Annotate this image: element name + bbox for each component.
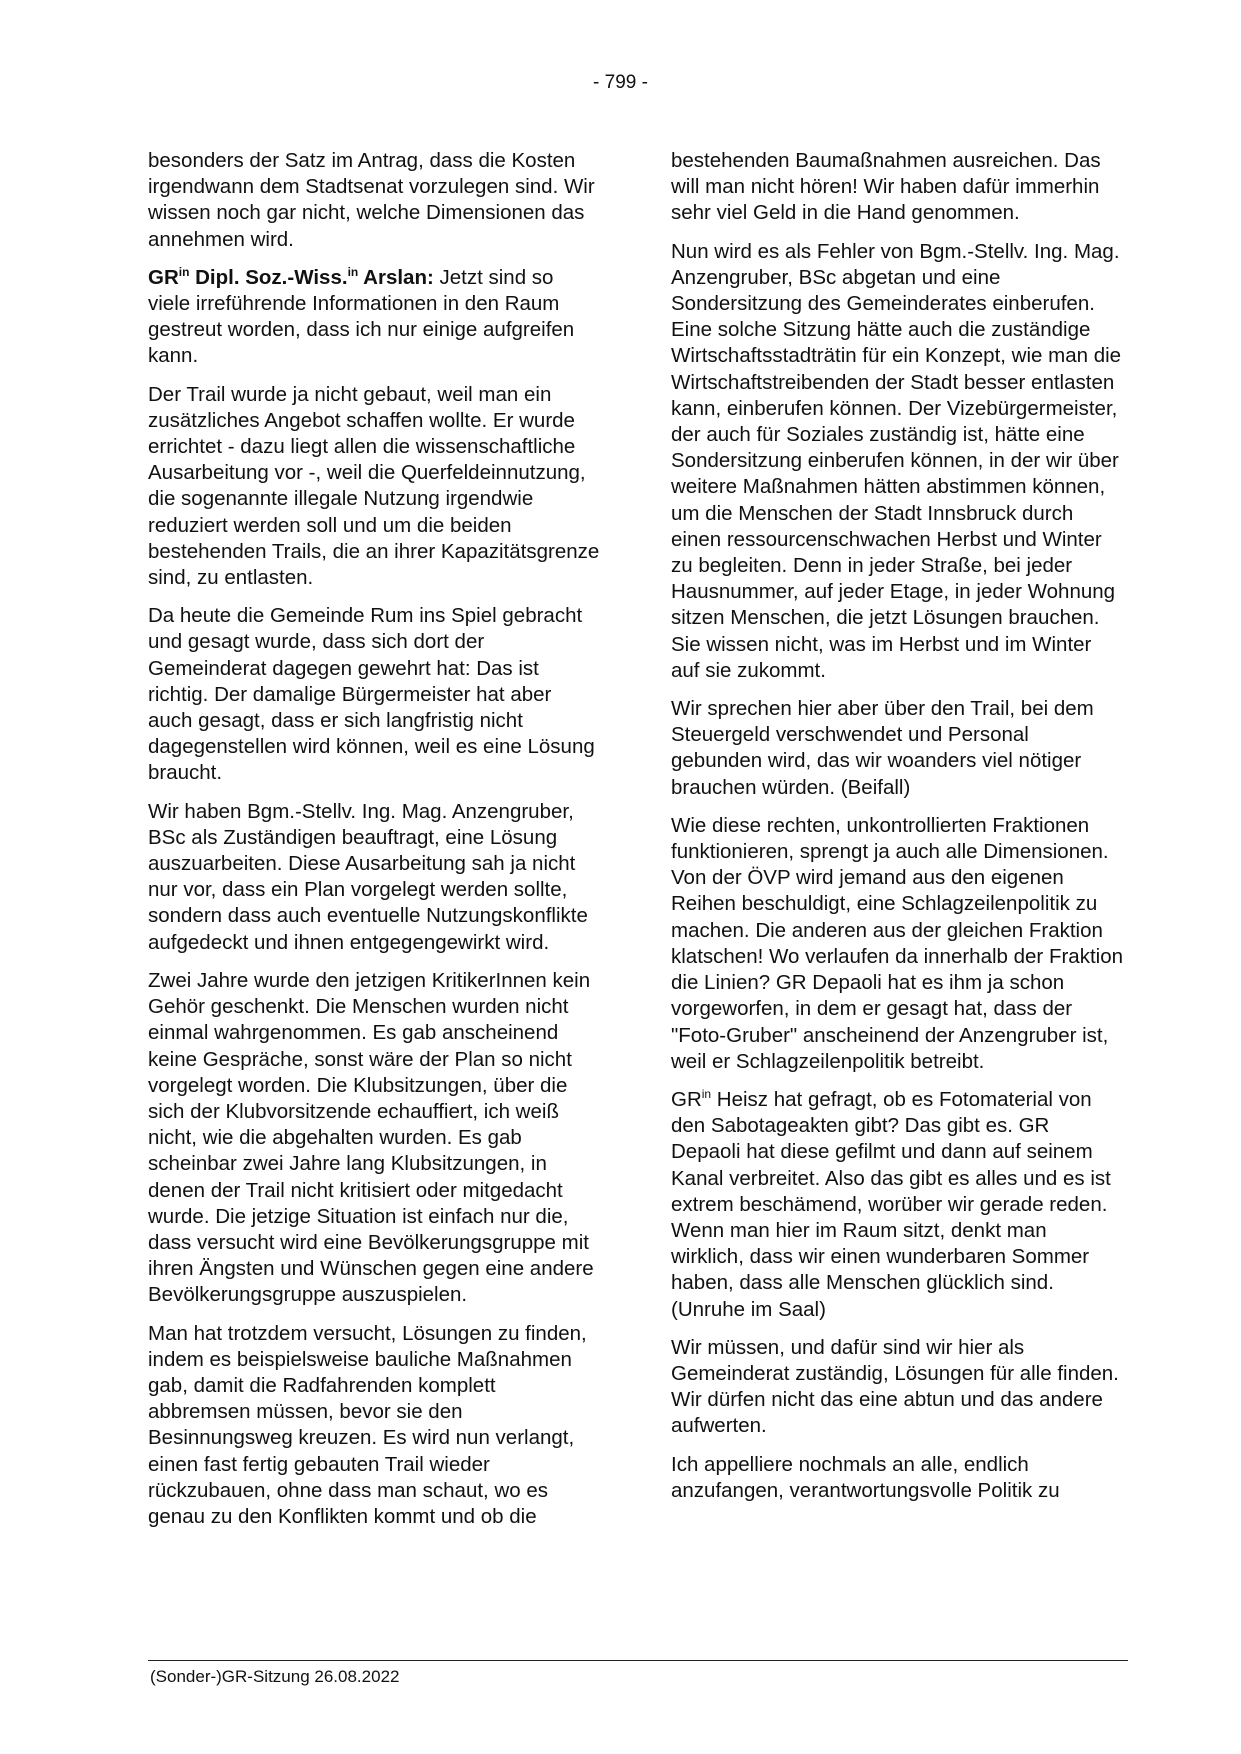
speaker-name: $GR^{in}$ Dipl. Soz.-Wiss.$^{in}$ Arslan: [148,264,434,289]
paragraph: Wir haben Bgm.-Stellv. Ing. Mag. Anzengruber, BSc als Zuständigen beauftragt, eine Lösung auszuarbeiten. Diese Ausarbeitung sah ja nicht nur vor, dass ein Plan vorgelegt werden sollte, sondern dass auch eventuelle Nutzungskonflikte aufgedeckt und ihnen entgegengewirkt wird. [148,799,588,954]
paragraph: bestehenden Baumaßnahmen ausreichen. Das will man nicht hören! Wir haben dafür immerhin sehr viel Geld in die Hand genommen. [671,149,1101,225]
paragraph: Der Trail wurde ja nicht gebaut, weil man ein zusätzliches Angebot schaffen wollte. Er wurde errichtet - dazu liegt allen die wissenschaftliche Ausarbeitung vor -, weil die Querfeldeinnutzung, die sogenannte illegale Nutzung irgendwie reduziert werden soll und um die beiden bestehenden Trails, die an ihrer Kapazitätsgrenze sind, zu entlasten. [148,382,600,590]
speaker-statement: Jetzt sind so viele irreführende Informationen in den Raum gestreut worden, dass ich nur einige aufgreifen kann. [148,265,575,368]
paragraph: Wir müssen, und dafür sind wir hier als Gemeinderat zuständig, Lösungen für alle finden. Wir dürfen nicht das eine abtun und das andere aufwerten. [671,1335,1119,1438]
paragraph: Wie diese rechten, unkontrollierten Fraktionen funktionieren, sprengt ja auch alle Dimensionen. Von der ÖVP wird jemand aus den eigenen Reihen beschuldigt, eine Schlagzeilenpolitik zu machen. Die anderen aus der gleichen Fraktion klatschen! Wo verlaufen da innerhalb der Fraktion die Linien? GR Depaoli hat es ihm ja schon vorgeworfen, in dem er gesagt hat, dass der "Foto-Gruber" anscheinend der Anzengruber ist, weil er Schlagzeilenpolitik betreibt. [671,813,1124,1073]
paragraph: Zwei Jahre wurde den jetzigen KritikerInnen kein Gehör geschenkt. Die Menschen wurden nicht einmal wahrgenommen. Es gab anscheinend keine Gespräche, sonst wäre der Plan so nicht vorgelegt worden. Die Klubsitzungen, über die sich der Klubvorsitzende echauffiert, ich weiß nicht, wie die abgehalten wurden. Es gab scheinbar zwei Jahre lang Klubsitzungen, in denen der Trail nicht kritisiert oder mitgedacht wurde. Die jetzige Situation ist einfach nur die, dass versucht wird eine Bevölkerungsgruppe mit ihren Ängsten und Wünschen gegen eine andere Bevölkerungsgruppe auszuspielen. [148,968,594,1307]
speaker-paragraph [148,265,600,370]
reference-gr-heisz: $GR^{in}$ [671,1087,712,1111]
paragraph: Ich appelliere nochmals an alle, endlich anzufangen, verantwortungsvolle Politik zu [671,1452,1060,1502]
paragraph: Man hat trotzdem versucht, Lösungen zu finden, indem es beispielsweise bauliche Maßnahmen gab, damit die Radfahrenden komplett abbremsen müssen, bevor sie den Besinnungsweg kreuzen. Es wird nun verlangt, einen fast fertig gebauten Trail wieder rückzubauen, ohne dass man schaut, wo es genau zu den Konflikten kommt und ob die [148,1321,587,1528]
paragraph: $GR^{in}$ Heisz hat gefragt, ob es Fotomaterial von den Sabotageakten gibt? Das gibt es. GR Depaoli hat diese gefilmt und dann auf seinem Kanal verbreitet. Also das gibt es alles und es ist extrem beschämend, worüber wir gerade reden. Wenn man hier im Raum sitzt, denkt man wirklich, dass wir einen wunderbaren Sommer haben, dass alle Menschen glücklich sind. (Unruhe im Saal) [671,1087,1111,1321]
page-number: - 799 - [593,72,648,93]
footer-divider [148,1660,1128,1661]
footer-session-date: (Sonder-)GR-Sitzung 26.08.2022 [150,1667,400,1686]
right-column [671,148,1123,1516]
paragraph: Da heute die Gemeinde Rum ins Spiel gebracht und gesagt wurde, dass sich dort der Gemeinderat dagegen gewehrt hat: Das ist richtig. Der damalige Bürgermeister hat aber auch gesagt, dass er sich langfristig nicht dagegenstellen wird können, weil es eine Lösung braucht. [148,604,595,785]
paragraph: Wir sprechen hier aber über den Trail, bei dem Steuergeld verschwendet und Personal gebunden wird, das wir woanders viel nötiger brauchen würden. (Beifall) [671,697,1094,799]
paragraph: Nun wird es als Fehler von Bgm.-Stellv. Ing. Mag. Anzengruber, BSc abgetan und eine Sondersitzung des Gemeinderates einberufen. Eine solche Sitzung hätte auch die zuständige Wirtschaftsstadträtin für ein Konzept, wie man die Wirtschaftstreibenden der Stadt besser entlasten kann, einberufen können. Der Vizebürgermeister, der auch für Soziales zuständig ist, hätte eine Sondersitzung einberufen können, in der wir über weitere Maßnahmen hätten abstimmen können, um die Menschen der Stadt Innsbruck durch einen ressourcenschwachen Herbst und Winter zu begleiten. Denn in jeder Straße, bei jeder Hausnummer, auf jeder Etage, in jeder Wohnung sitzen Menschen, die jetzt Lösungen brauchen. Sie wissen nicht, was im Herbst und im Winter auf sie zukommt. [671,239,1122,682]
paragraph: besonders der Satz im Antrag, dass die Kosten irgendwann dem Stadtsenat vorzulegen sind. Wir wissen noch gar nicht, welche Dimensionen das annehmen wird. [148,149,595,251]
left-column [148,148,600,1542]
